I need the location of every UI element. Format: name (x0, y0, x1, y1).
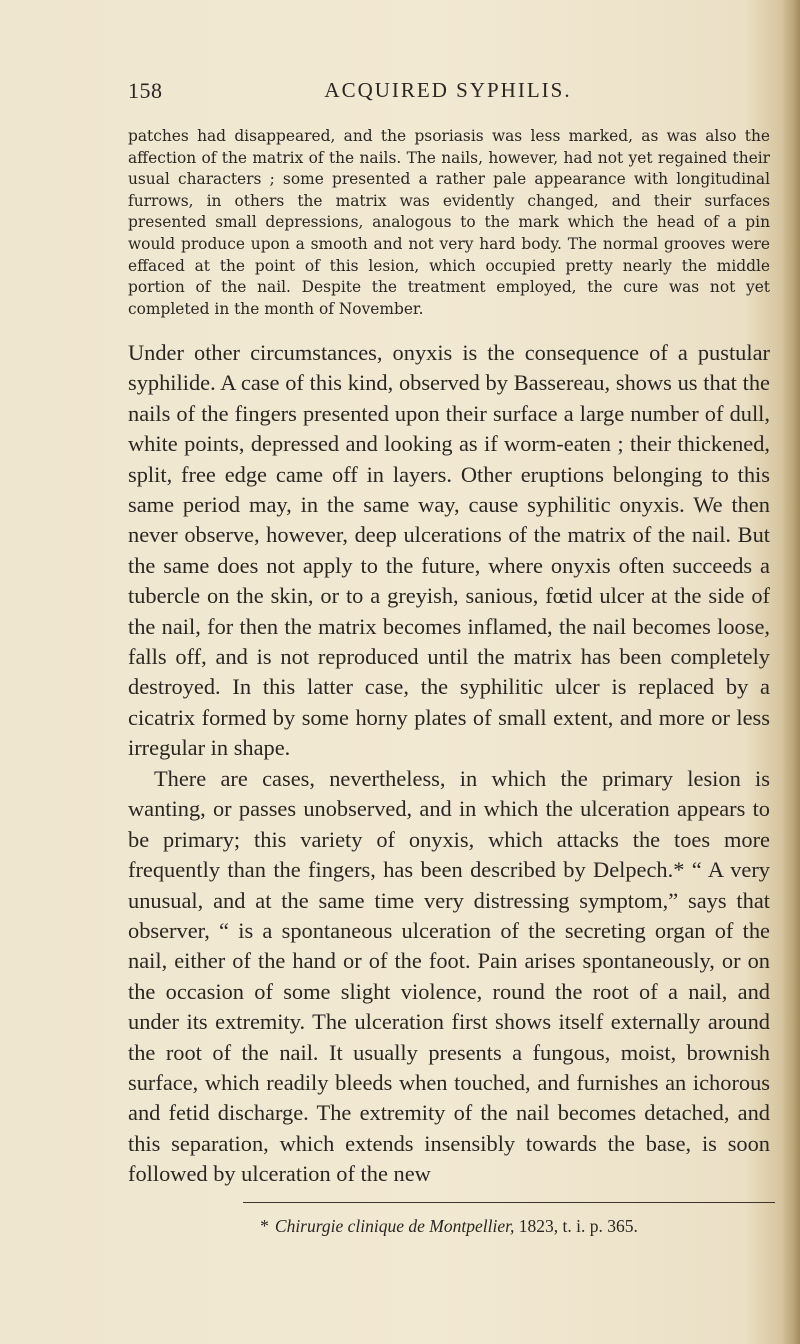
footnote-mark: * (260, 1216, 269, 1236)
page-header (128, 78, 768, 108)
footnote (128, 1216, 770, 1237)
paragraph-onyxis-pustular: Under other circumstances, onyxis is the consequence of a pustular syphilide. A case of this kind, observed by Bassereau, shows us that the nails of the fingers presented upon their surface a large number of dull, white points, depressed and looking as if worm-eaten ; their thickened, split, free edge came off in layers. Other eruptions belonging to this same period may, in the same way, cause syphilitic onyxis. We then never observe, however, deep ulcerations of the matrix of the nail. But the same does not apply to the future, where onyxis often succeeds a tubercle on the skin, or to a greyish, sanious, fœtid ulcer at the side of the nail, for then the matrix becomes inflamed, the nail becomes loose, falls off, and is not reproduced until the matrix has been completely destroyed. In this latter case, the syphilitic ulcer is replaced by a cicatrix formed by some horny plates of small extent, and more or less irregular in shape. (128, 340, 770, 761)
paragraph-primary-onyxis: There are cases, nevertheless, in which the primary lesion is wanting, or passes unobserved, and in which the ulceration appears to be primary; this variety of onyxis, which attacks the toes more frequently than the fingers, has been described by Delpech.* “ A very unusual, and at the same time very distressing symptom,” says that observer, “ is a spontaneous ulceration of the secreting organ of the nail, either of the hand or of the foot. Pain arises spontaneously, or on the occasion of some slight violence, round the root of a nail, and under its extremity. The ulceration first shows itself externally around the root of the nail. It usually presents a fungous, moist, brownish surface, which readily bleeds when touched, and furnishes an ichorous and fetid discharge. The extremity of the nail becomes detached, and this separation, which extends insensibly towards the base, is soon followed by ulceration of the new (128, 766, 770, 1187)
footnote-rule (243, 1202, 775, 1203)
footnote-work-title: Chirurgie clinique de Montpellier, (274, 1216, 515, 1236)
page-edge-shadow (782, 0, 800, 1344)
footnote-details: 1823, t. i. p. 365. (518, 1216, 638, 1236)
page-number: 158 (128, 78, 163, 103)
running-head: ACQUIRED SYPHILIS. (324, 78, 572, 102)
continued-paragraph: patches had disappeared, and the psoriasis was less marked, as was also the affection of the matrix of the nails. The nails, however, had not yet regained their usual characters ; some presented a rather pale appearance with longitudinal furrows, in others the matrix was evidently changed, and their surfaces presented small depressions, analogous to the mark which the head of a pin would produce upon a smooth and not very hard body. The normal grooves were effaced at the point of this lesion, which occupied pretty nearly the middle portion of the nail. Despite the treatment employed, the cure was not yet completed in the month of November. (128, 127, 770, 318)
